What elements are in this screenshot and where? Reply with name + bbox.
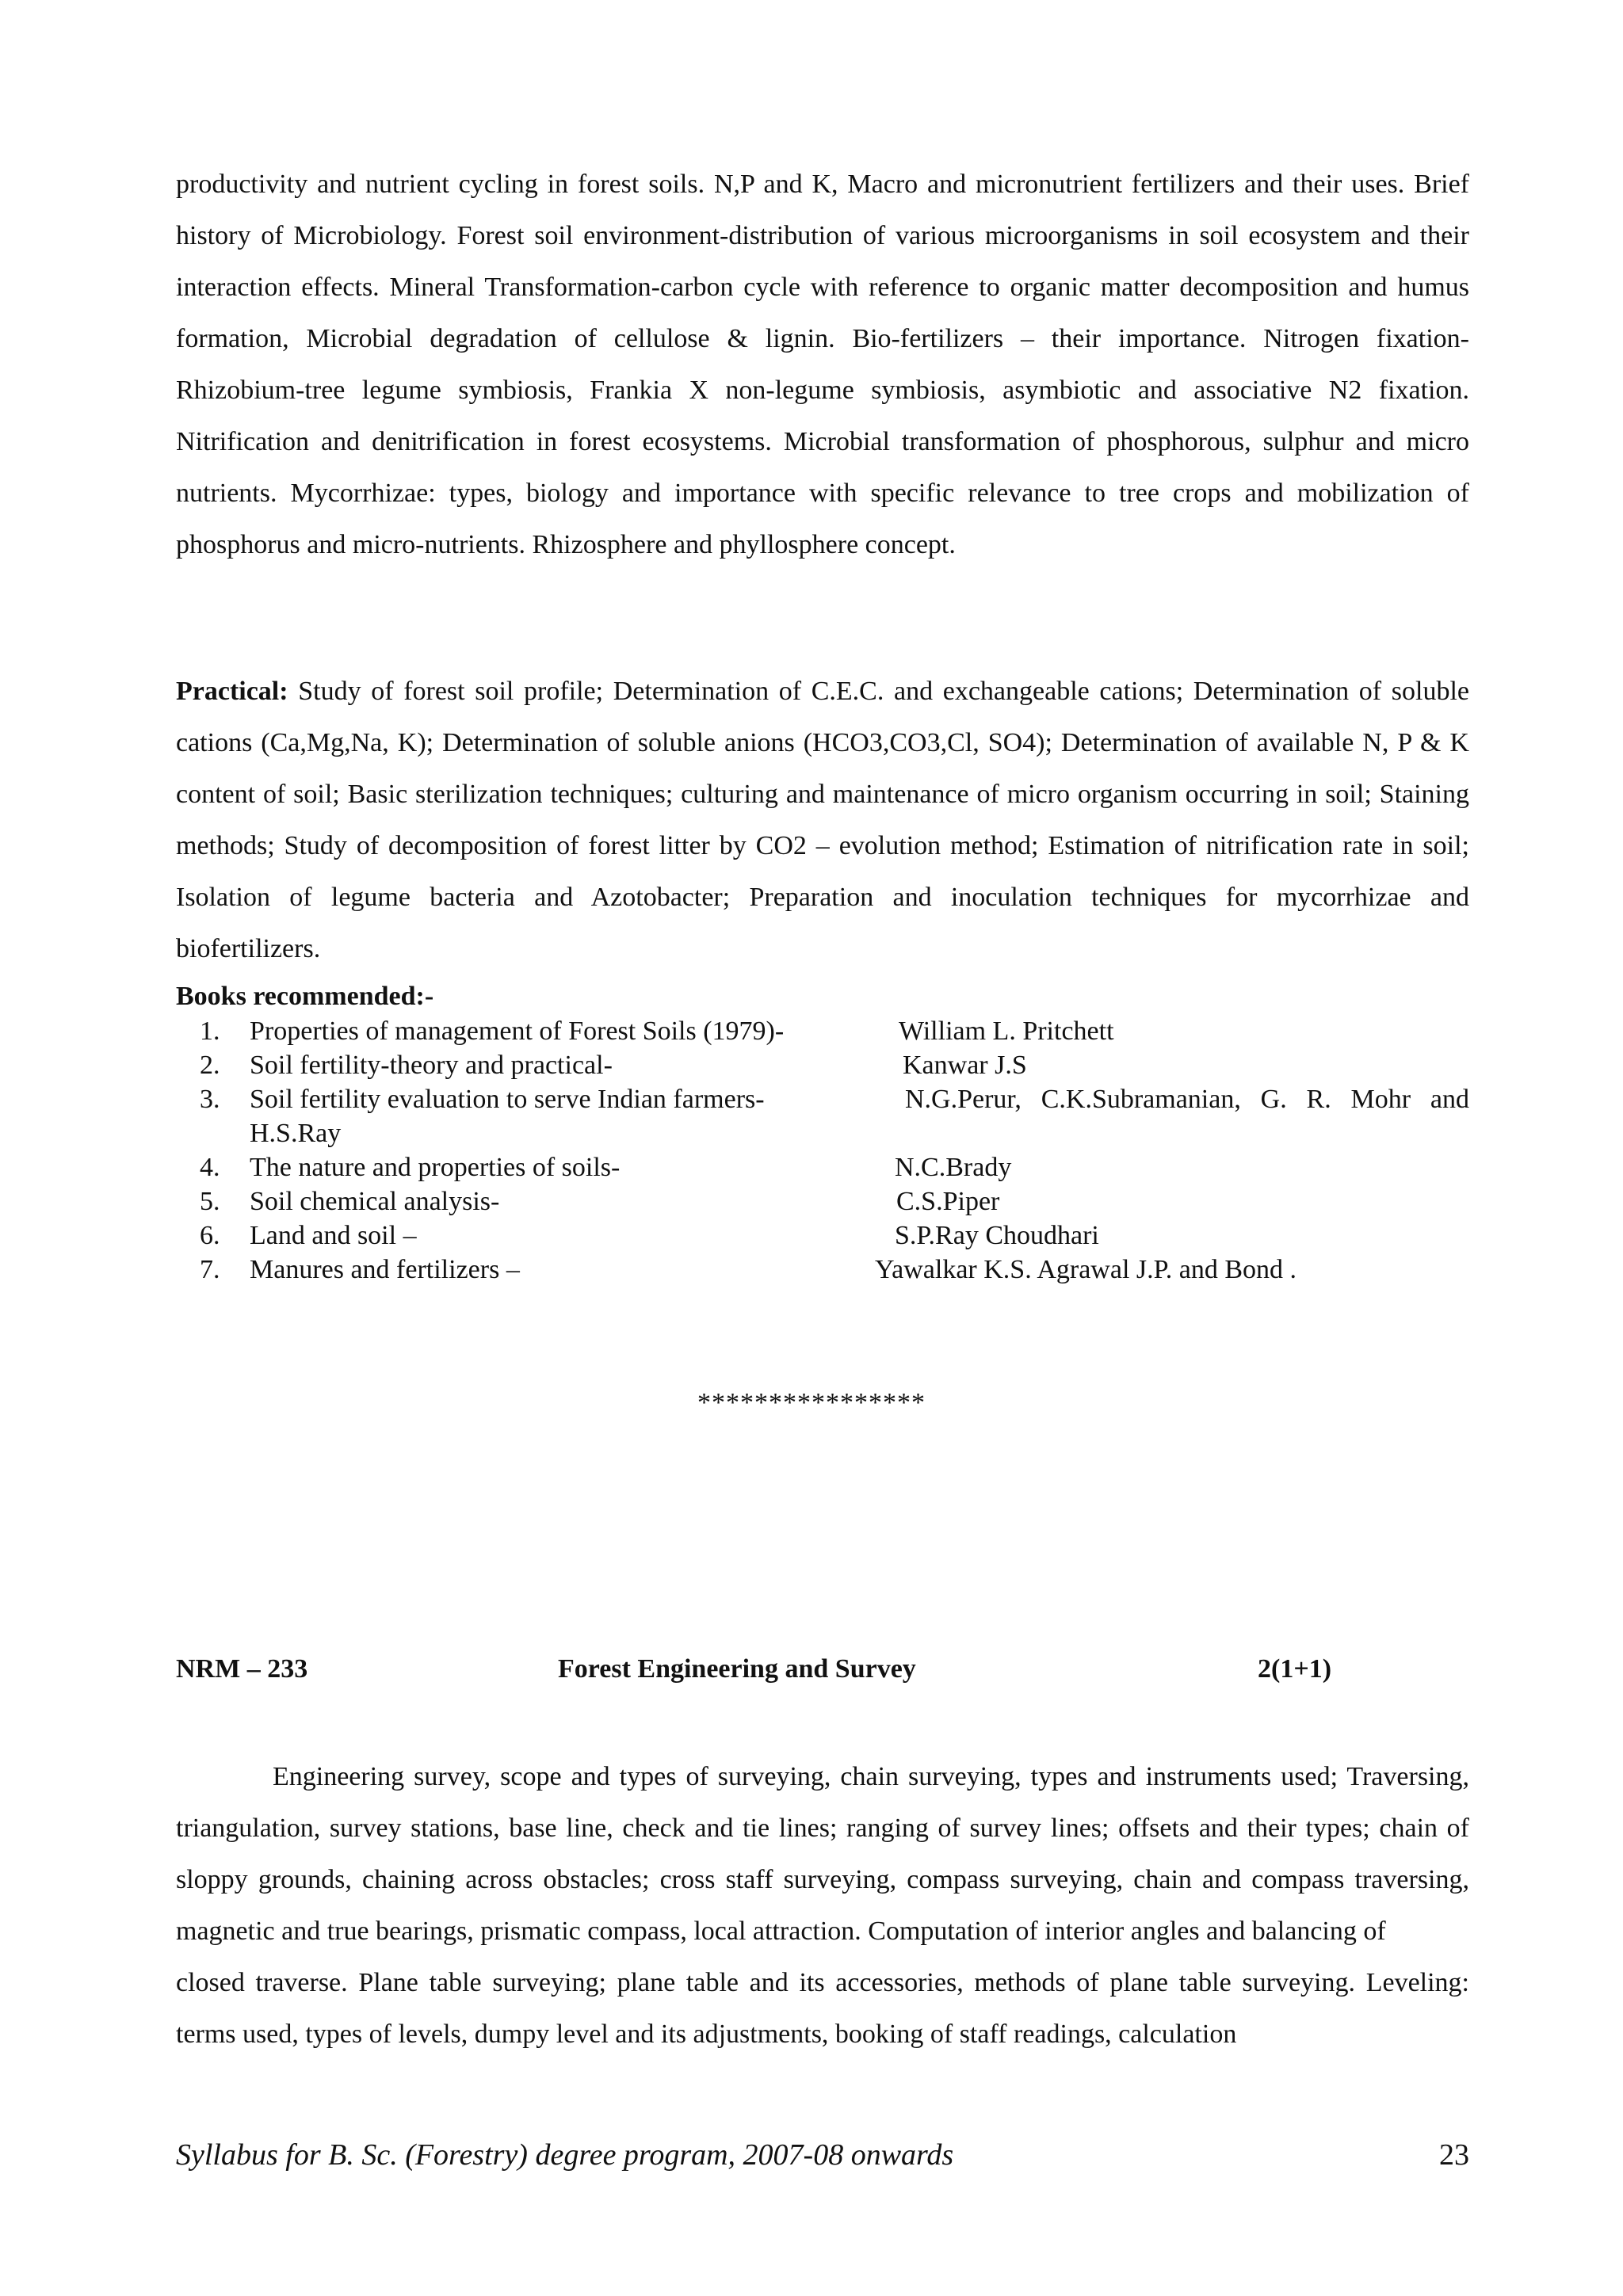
book-item xyxy=(176,1014,1469,1048)
book-author: William L. Pritchett xyxy=(899,1016,1114,1046)
book-number: 4. xyxy=(200,1153,220,1182)
book-item xyxy=(176,1219,1469,1253)
book-item xyxy=(176,1184,1469,1219)
book-author-continuation: H.S.Ray xyxy=(250,1119,342,1148)
book-item xyxy=(176,1082,1469,1116)
book-title: Land and soil – xyxy=(250,1221,417,1250)
book-item-continuation xyxy=(176,1116,1469,1150)
section-separator: **************** xyxy=(697,1388,926,1417)
book-author: N.G.Perur, C.K.Subramanian, G. R. Mohr and xyxy=(905,1085,1469,1114)
book-number: 2. xyxy=(200,1051,220,1080)
course-header xyxy=(176,1654,1469,1694)
books-list xyxy=(176,1014,1469,1287)
books-heading: Books recommended:- xyxy=(176,982,434,1011)
book-title: The nature and properties of soils- xyxy=(250,1153,621,1182)
course-title: Forest Engineering and Survey xyxy=(558,1654,916,1684)
course-paragraph-2: closed traverse. Plane table surveying; plane table and its accessories, methods of plane table surveying. Leveling: terms used, types of levels, dumpy level and its adjustments, booking of staff readings, calculation xyxy=(176,1968,1469,2049)
practical-label: Practical: xyxy=(176,677,288,706)
intro-paragraph: productivity and nutrient cycling in forest soils. N,P and K, Macro and micronutrient fertilizers and their uses. Brief history of Microbiology. Forest soil environment-distribution of various microorganisms in soil ecosystem and their interaction effects. Mineral Transformation-carbon cycle with reference to organic matter decomposition and humus formation, Microbial degradation of cellulose & lignin. Bio-fertilizers – their importance. Nitrogen fixation-Rhizobium-tree legume symbiosis, Frankia X non-legume symbiosis, asymbiotic and associative N2 fixation. Nitrification and denitrification in forest ecosystems. Microbial transformation of phosphorous, sulphur and micro nutrients. Mycorrhizae: types, biology and importance with specific relevance to tree crops and mobilization of phosphorus and micro-nutrients. Rhizosphere and phyllosphere concept. xyxy=(176,170,1469,559)
course-paragraph-1: Engineering survey, scope and types of surveying, chain surveying, types and instruments used; Traversing, triangulation, survey stations, base line, check and tie lines; ranging of survey lines; offsets and their types; chain of sloppy grounds, chaining across obstacles; cross staff surveying, compass surveying, chain and compass traversing, magnetic and true bearings, prismatic compass, local attraction. Computation of interior angles and balancing of xyxy=(176,1762,1469,1946)
course-credits: 2(1+1) xyxy=(1258,1654,1332,1684)
book-author: Yawalkar K.S. Agrawal J.P. and Bond . xyxy=(875,1255,1297,1284)
book-item xyxy=(176,1253,1469,1287)
book-title: Soil chemical analysis- xyxy=(250,1187,500,1216)
course-code: NRM – 233 xyxy=(176,1654,308,1684)
page-footer xyxy=(176,2138,1469,2177)
book-number: 7. xyxy=(200,1255,220,1284)
book-author: Kanwar J.S xyxy=(903,1051,1027,1080)
footer-text: Syllabus for B. Sc. (Forestry) degree program, 2007-08 onwards xyxy=(176,2138,954,2172)
book-title: Manures and fertilizers – xyxy=(250,1255,520,1284)
page-number: 23 xyxy=(1439,2138,1469,2172)
book-title: Soil fertility evaluation to serve Indian farmers- xyxy=(250,1085,765,1114)
book-number: 5. xyxy=(200,1187,220,1216)
book-number: 6. xyxy=(200,1221,220,1250)
book-number: 3. xyxy=(200,1085,220,1114)
book-title: Soil fertility-theory and practical- xyxy=(250,1051,613,1080)
book-number: 1. xyxy=(200,1016,220,1046)
course-description xyxy=(176,1751,1469,2060)
book-author: C.S.Piper xyxy=(896,1187,1000,1216)
book-author: S.P.Ray Choudhari xyxy=(895,1221,1099,1250)
book-item xyxy=(176,1150,1469,1184)
book-item xyxy=(176,1048,1469,1082)
practical-paragraph xyxy=(176,666,1469,974)
book-title: Properties of management of Forest Soils (1979)- xyxy=(250,1016,785,1046)
practical-text: Study of forest soil profile; Determination of C.E.C. and exchangeable cations; Determination of soluble cations (Ca,Mg,Na, K); Determination of soluble anions (HCO3,CO3,Cl, SO4); Determination of available N, P & K content of soil; Basic sterilization techniques; culturing and maintenance of micro organism occurring in soil; Staining methods; Study of decomposition of forest litter by CO2 – evolution method; Estimation of nitrification rate in soil; Isolation of legume bacteria and Azotobacter; Preparation and inoculation techniques for mycorrhizae and biofertilizers. xyxy=(176,677,1469,963)
book-author: N.C.Brady xyxy=(895,1153,1012,1182)
